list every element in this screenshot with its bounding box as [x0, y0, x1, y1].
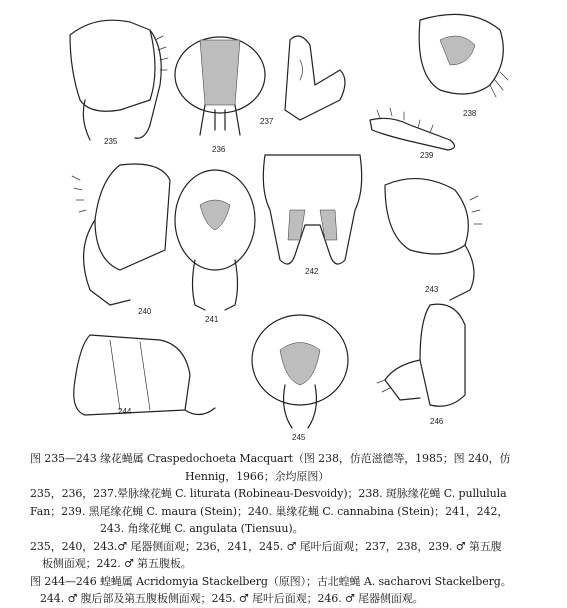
- fig-number-235: 235: [104, 137, 118, 146]
- fig-238-drawing: [419, 14, 508, 118]
- fig-236-drawing: [175, 37, 265, 154]
- caption-line-7: 板侧面观；242. ♂ 第五腹板。: [42, 557, 192, 570]
- fig-number-245: 245: [292, 433, 306, 442]
- fig-243-drawing: [385, 179, 482, 300]
- fig-number-236: 236: [212, 145, 226, 154]
- fig-235-drawing: [70, 20, 168, 146]
- fig-239-drawing: [370, 108, 455, 160]
- caption-line-6: 235，240，243.♂ 尾器侧面观；236，241，245. ♂ 尾叶后面观；237，238，239. ♂ 第五腹: [30, 539, 502, 553]
- caption-line-3: 235，236，237.晕脉缘花蝇 C. liturata (Robineau-Desvoidy)；238. 斑脉缘花蝇 C. pullulula: [30, 487, 507, 500]
- fig-number-241: 241: [205, 315, 219, 324]
- fig-244-drawing: [74, 335, 215, 416]
- figure-caption: [30, 450, 560, 608]
- caption-line-5: 243. 角缘花蝇 C. angulata (Tiensuu)。: [100, 522, 304, 535]
- fig-237-drawing: [260, 36, 345, 126]
- fig-241-drawing: [175, 170, 255, 324]
- caption-line-9: 244. ♂ 腹后部及第五腹板侧面观；245. ♂ 尾叶后面观；246. ♂ 尾器侧面观。: [40, 592, 424, 605]
- caption-line-4: Fan；239. 黑尾缘花蝇 C. maura (Stein)；240. 巢缘花蝇 C. cannabina (Stein)；241，242，: [30, 504, 509, 518]
- caption-line-2: Hennig，1966；余均原图）: [185, 469, 330, 483]
- fig-number-238: 238: [463, 109, 477, 118]
- fig-240-drawing: [72, 164, 170, 316]
- fig-242-drawing: [263, 155, 361, 276]
- caption-line-1: 图 235—243 缘花蝇属 Craspedochoeta Macquart（图 238，仿范滋德等，1985；图 240，仿: [30, 452, 511, 465]
- caption-line-8: 图 244—246 蝗蝇属 Acridomyia Stackelberg（原图）；古北蝗蝇 A. sacharovi Stackelberg。: [30, 574, 512, 588]
- fig-number-243: 243: [425, 285, 439, 294]
- fig-number-237: 237: [260, 117, 274, 126]
- fig-246-drawing: [377, 304, 465, 426]
- fig-number-239: 239: [420, 151, 434, 160]
- fig-number-242: 242: [305, 267, 319, 276]
- fig-number-244: 244: [118, 407, 132, 416]
- fig-number-240: 240: [138, 307, 152, 316]
- fig-number-246: 246: [430, 417, 444, 426]
- fig-245-drawing: [252, 315, 348, 442]
